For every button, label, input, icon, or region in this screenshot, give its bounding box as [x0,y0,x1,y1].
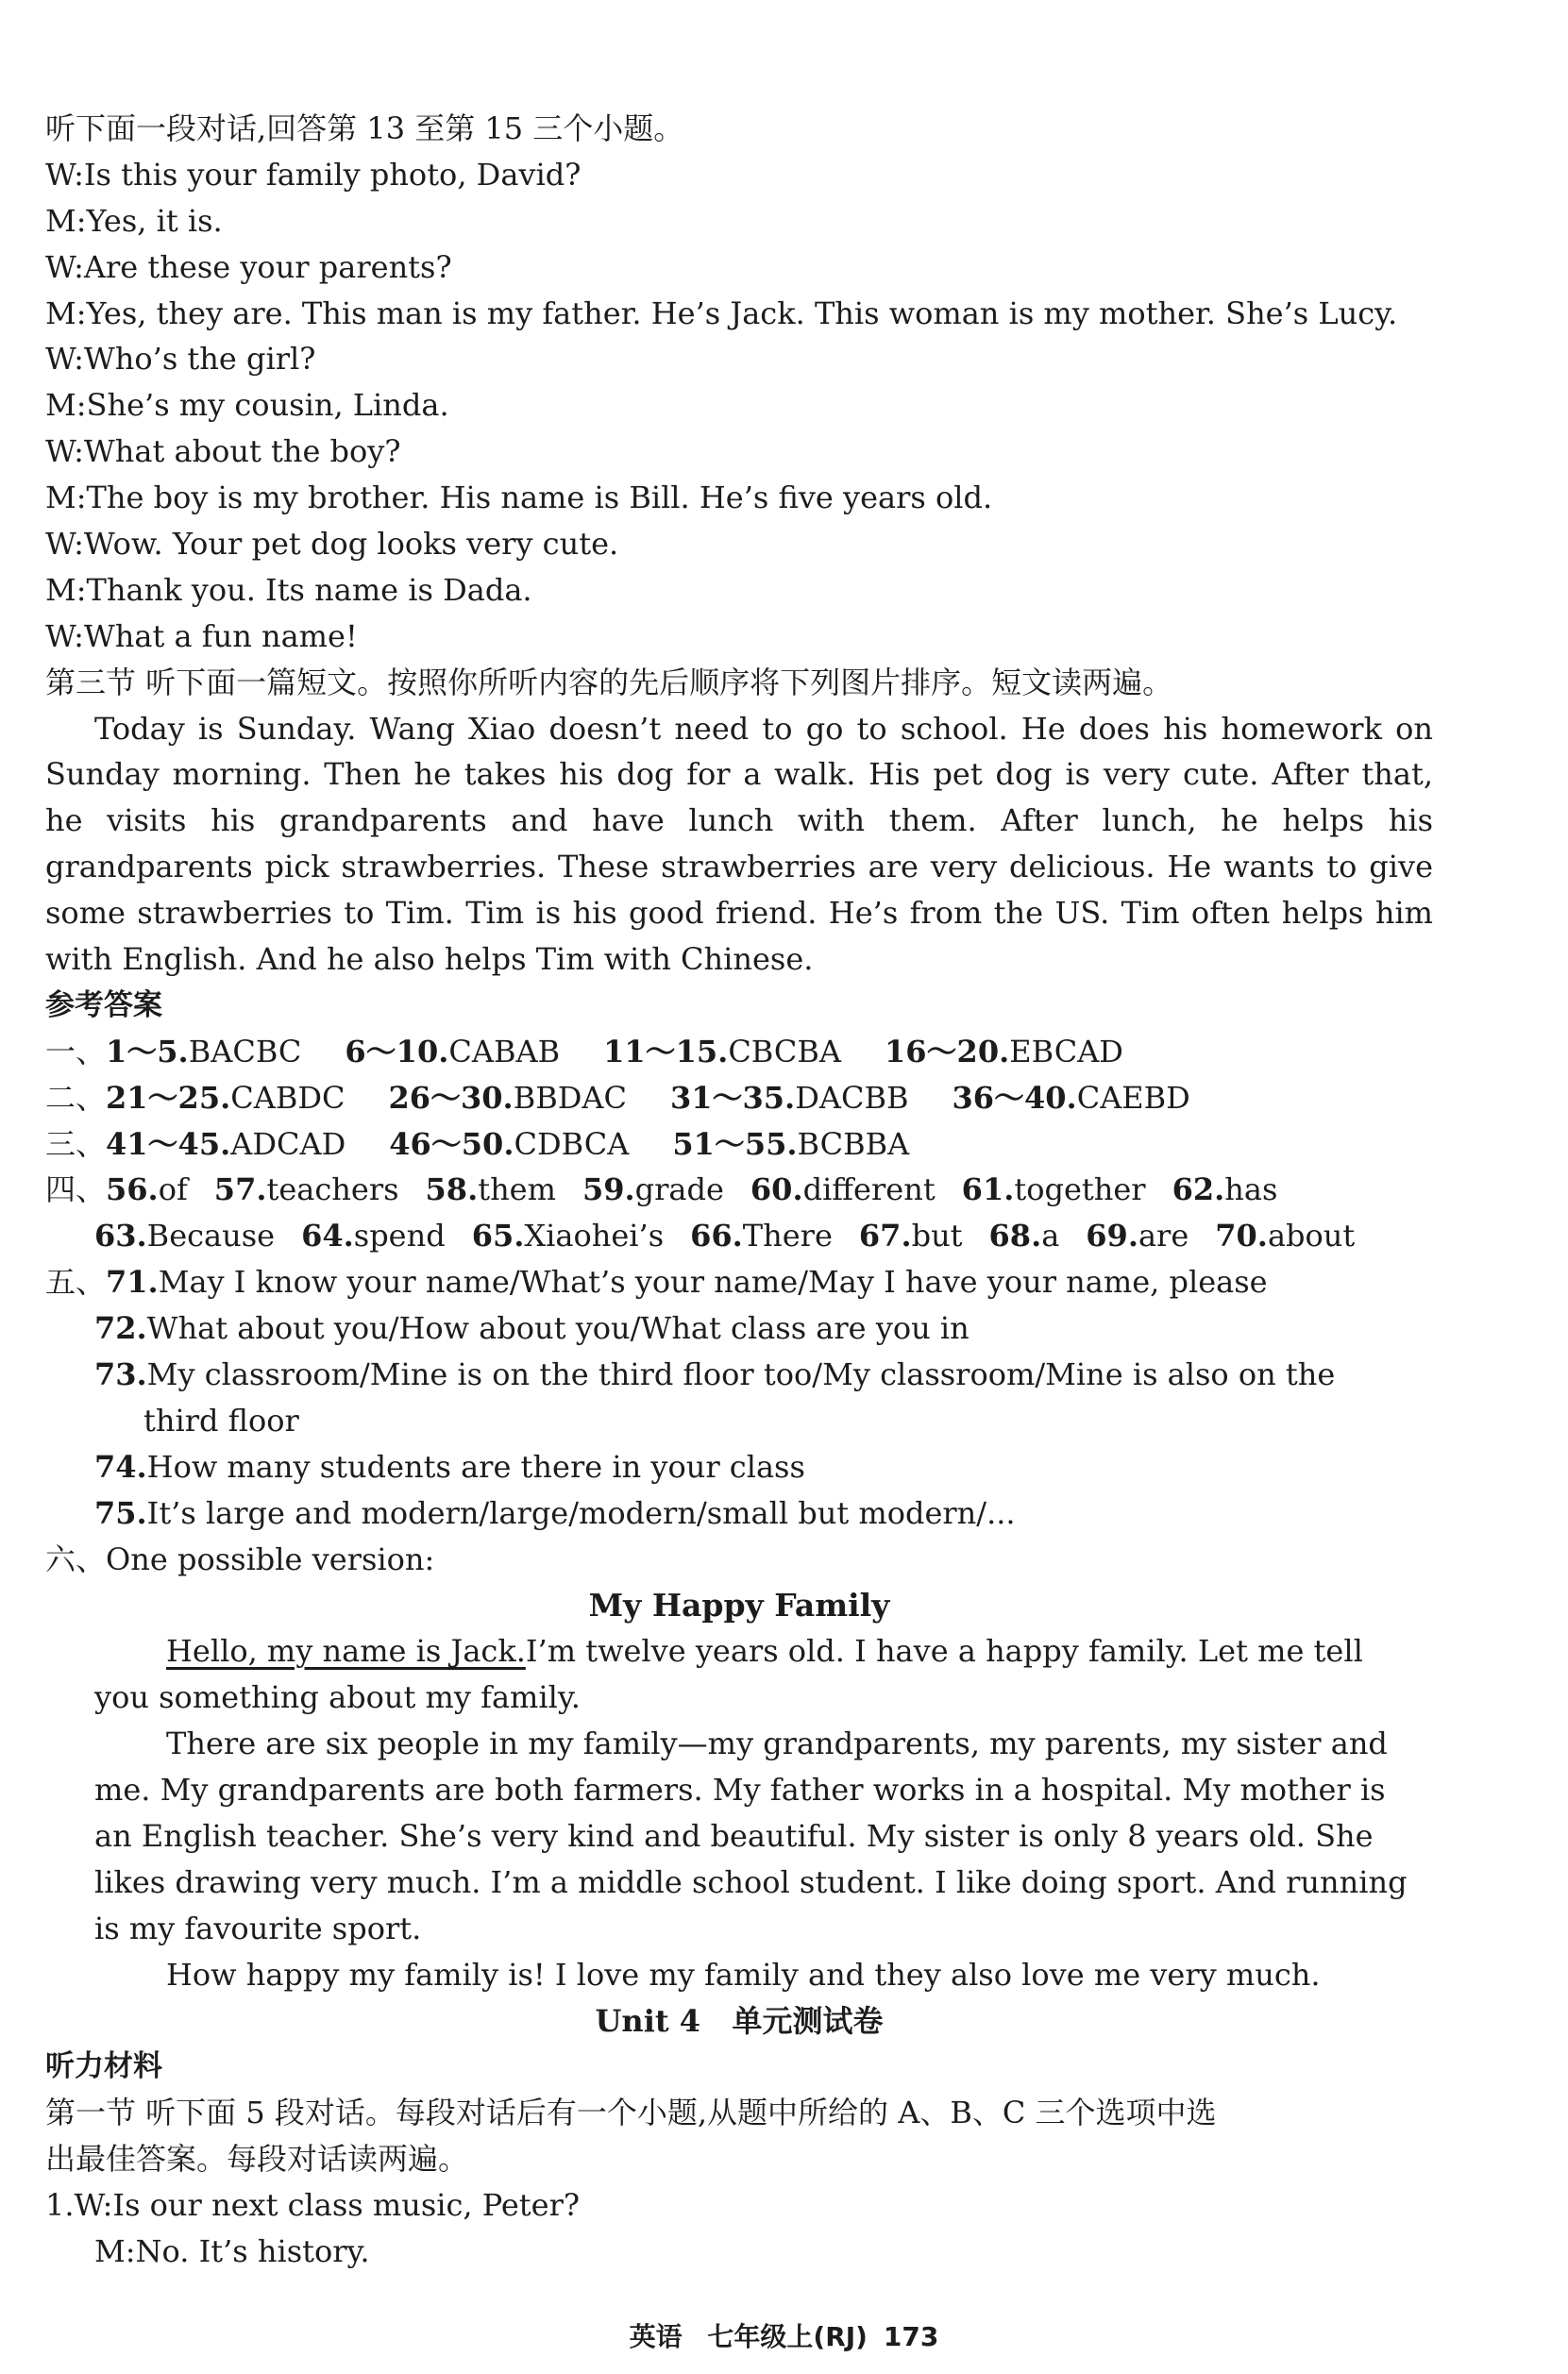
essay-line: likes drawing very much. I’m a middle school student. I like doing sport. And running [94,1863,1408,1900]
fill-answer: 63.Because [94,1218,276,1254]
answer-group: 51～55.BCBBA [672,1125,910,1162]
document-page [45,106,1433,2275]
answer-text: What about you/How about you/What class are you in [146,1310,969,1347]
unit-title-en: Unit 4 [595,2002,701,2039]
answer-group: 16～20.EBCAD [885,1033,1123,1069]
section1-instruction: 出最佳答案。每段对话读两遍。 [45,2141,469,2178]
passage-line: some strawberries to Tim. Tim is his good friend. He’s from the US. Tim often helps him [45,895,1433,932]
answer-text: May I know your name/What’s your name/May I have your name, please [158,1264,1268,1301]
footer-grade: 七年级上(RJ) [707,2321,868,2352]
dialog-line: M:No. It’s history. [94,2232,370,2269]
fill-answer: 61.together [961,1171,1146,1208]
answer-73 [45,1352,1433,1398]
fill-answer: 65.Xiaohei’s [471,1218,665,1254]
essay-line: me. My grandparents are both farmers. My father works in a hospital. My mother is [94,1772,1386,1809]
answers-heading: 参考答案 [45,987,162,1022]
writing-intro-text: One possible version: [106,1541,435,1577]
dialog-line: W:Is this your family photo, David? [45,156,582,193]
dialog-line: M:The boy is my brother. His name is Bill. He’s five years old. [45,480,993,516]
answer-74 [45,1444,1433,1490]
dialog-line: W:What about the boy? [45,433,401,470]
passage-line: Sunday morning. Then he takes his dog for a walk. His pet dog is very cute. After that, [45,756,1433,793]
question-number: 73. [94,1356,147,1393]
fill-answer: 62.has [1172,1171,1278,1208]
passage-line: with English. And he also helps Tim with Chinese. [45,941,814,978]
answer-group: 6～10.CABAB [345,1033,561,1069]
passage-line: he visits his grandparents and have lunch with them. After lunch, he helps his [45,802,1433,839]
answer-group: 26～30.BBDAC [388,1079,627,1116]
answer-text: It’s large and modern/large/modern/small but modern/... [146,1494,1016,1531]
part-prefix: 三、 [45,1125,107,1162]
fill-answer: 70.about [1215,1218,1356,1254]
answer-group: 11～15.CBCBA [603,1033,842,1069]
essay-title: My Happy Family [588,1586,890,1624]
answer-71 [45,1259,1433,1305]
fill-answer: 58.them [425,1171,556,1208]
answer-row-4b [45,1213,1433,1259]
dialog-line: W:What a fun name! [45,617,358,654]
dialog-line [45,2182,1433,2229]
essay-line: How happy my family is! I love my family and they also love me very much. [166,1956,1321,1993]
answer-group: 36～40.CAEBD [952,1079,1190,1116]
dialog-line: M:She’s my cousin, Linda. [45,387,449,424]
dialog-line: M:Yes, they are. This man is my father. He’s Jack. This woman is my mother. She’s Lucy. [45,295,1398,331]
page-number: 173 [883,2321,939,2352]
fill-answer: 69.are [1086,1218,1189,1254]
essay-line: There are six people in my family—my grandparents, my parents, my sister and [166,1726,1388,1762]
part-prefix: 四、 [45,1171,107,1208]
essay-line: is my favourite sport. [94,1910,422,1946]
question-number: 72. [94,1310,147,1347]
dialog-line: M:Yes, it is. [45,202,223,239]
listening-heading: 听力材料 [45,2049,162,2084]
unit-title-cn: 单元测试卷 [732,2002,884,2039]
fill-answer: 57.teachers [213,1171,399,1208]
answer-row-2 [45,1075,1433,1121]
question-line: 1.W:Is our next class music, Peter? [45,2187,581,2224]
fill-answer: 59.grade [582,1171,724,1208]
fill-answer: 68.a [988,1218,1060,1254]
passage-line: grandparents pick strawberries. These strawberries are very delicious. He wants to give [45,849,1433,885]
answer-group: 41～45.ADCAD [106,1125,346,1162]
part-prefix: 六、 [45,1541,107,1577]
dialog-line: W:Wow. Your pet dog looks very cute. [45,526,619,563]
answer-group: 1～5.BACBC [106,1033,302,1069]
question-number: 75. [94,1494,147,1531]
essay-line: an English teacher. She’s very kind and beautiful. My sister is only 8 years old. She [94,1817,1374,1854]
fill-answer: 66.There [690,1218,833,1254]
underlined-opening: Hello, my name is Jack. [166,1633,526,1670]
answer-text: How many students are there in your class [146,1448,805,1485]
essay-text: I’m twelve years old. I have a happy family. Let me tell [525,1633,1363,1670]
writing-intro [45,1537,1433,1583]
fill-answer: 64.spend [301,1218,446,1254]
dialog-intro: 听下面一段对话,回答第 13 至第 15 三个小题。 [45,110,684,146]
question-number: 71. [106,1264,159,1301]
answer-text: My classroom/Mine is on the third floor too/My classroom/Mine is also on the [146,1356,1336,1393]
part-prefix: 一、 [45,1033,107,1069]
page-footer [0,2316,1568,2354]
answer-row-3 [45,1121,1433,1168]
question-number: 74. [94,1448,147,1485]
section1-instruction: 第一节 听下面 5 段对话。每段对话后有一个小题,从题中所给的 A、B、C 三个选项中选 [45,2095,1217,2131]
dialog-line: W:Who’s the girl? [45,341,316,378]
answer-row-4a [45,1167,1433,1213]
part-prefix: 五、 [45,1264,107,1301]
unit-title [45,1998,1433,2045]
fill-answer: 67.but [858,1218,963,1254]
answer-row-1 [45,1029,1433,1075]
answer-72 [45,1305,1433,1352]
answer-group: 31～35.DACBB [669,1079,909,1116]
dialog-line: M:Thank you. Its name is Dada. [45,571,532,608]
essay-line: you something about my family. [94,1679,581,1716]
passage-line: Today is Sunday. Wang Xiao doesn’t need to go to school. He does his homework on [94,710,1433,747]
answer-75 [45,1490,1433,1537]
answer-group: 21～25.CABDC [106,1079,346,1116]
dialog-line: W:Are these your parents? [45,248,452,285]
answer-group: 46～50.CDBCA [389,1125,630,1162]
section3-heading: 第三节 听下面一篇短文。按照你所听内容的先后顺序将下列图片排序。短文读两遍。 [45,664,1173,700]
essay-line [45,1628,1433,1675]
fill-answer: 60.different [750,1171,936,1208]
footer-subject: 英语 [629,2321,683,2352]
part-prefix: 二、 [45,1079,107,1116]
answer-73-continued: third floor [143,1402,299,1439]
fill-answer: 56.of [106,1171,188,1208]
